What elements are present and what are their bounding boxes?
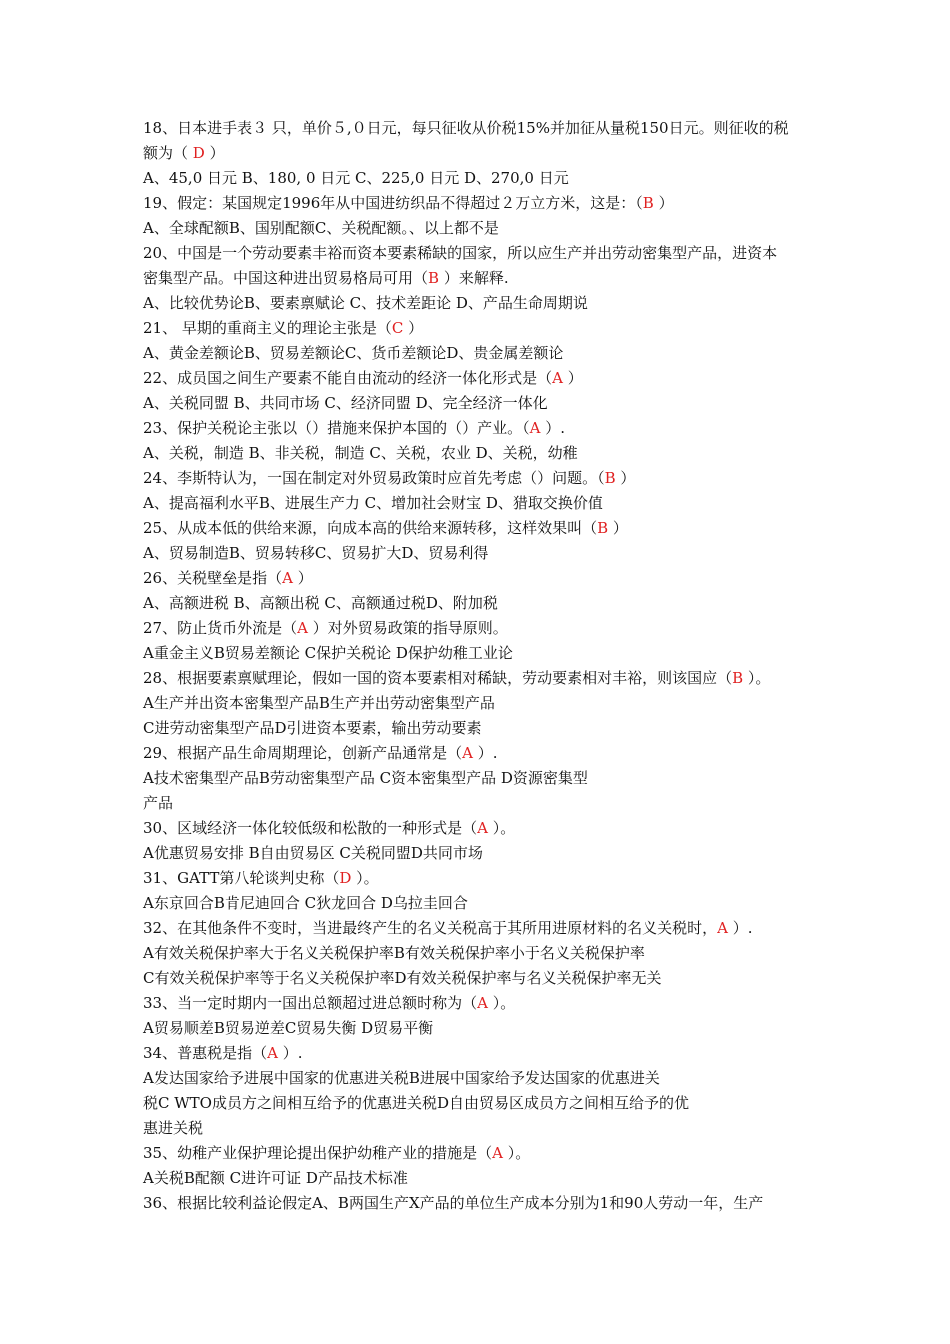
text-line [143,566,850,591]
line-text-tail: ） [403,319,424,337]
line-text: C有效关税保护率等于名义关税保护率D有效关税保护率与名义关税保护率无关 [143,969,662,987]
answer-letter: D [192,144,205,162]
text-line [143,716,850,741]
answer-letter: A [282,569,293,587]
line-text: A、黄金差额论B、贸易差额论C、货币差额论D、贵金属差额论 [143,344,564,362]
line-text: 额为（ [143,144,193,162]
answer-letter: A [529,419,541,437]
text-line [143,816,850,841]
line-text: C进劳动密集型产品D引进资本要素，输出劳动要素 [143,719,482,737]
line-text-tail: ） [653,194,674,212]
line-text: 22、成员国之间生产要素不能自由流动的经济一体化形式是（ [143,369,553,387]
line-text: 密集型产品。中国这种进出贸易格局可用（ [143,269,429,287]
text-line [143,391,850,416]
text-line [143,591,850,616]
text-line [143,266,850,291]
text-line [143,666,850,691]
line-text: 31、GATT第八轮谈判史称（ [143,869,340,887]
line-text: 29、根据产品生命周期理论，创新产品通常是（ [143,744,463,762]
text-line [143,891,850,916]
line-text-tail: ）. [540,419,565,437]
line-text: 惠进关税 [143,1119,204,1137]
answer-letter: D [339,869,352,887]
line-text: A、高额进税 B、高额出税 C、高额通过税D、附加税 [143,594,498,612]
text-line [143,116,850,141]
answer-letter: A [297,619,308,637]
answer-letter: A [477,994,488,1012]
line-text: 28、根据要素禀赋理论，假如一国的资本要素相对稀缺，劳动要素相对丰裕，则该国应（ [143,669,733,687]
text-line [143,616,850,641]
answer-letter: B [732,669,744,687]
text-line [143,241,850,266]
line-text: A、贸易制造B、贸易转移C、贸易扩大D、贸易利得 [143,544,489,562]
line-text-tail: ）。 [743,669,771,687]
line-text: A生产并出资本密集型产品B生产并出劳动密集型产品 [143,694,495,712]
line-text: 21、 早期的重商主义的理论主张是（ [143,319,392,337]
text-line [143,191,850,216]
text-line [143,1066,850,1091]
text-line [143,641,850,666]
text-line [143,916,850,941]
text-line [143,316,850,341]
line-text-tail: ）. [277,1044,303,1062]
line-text: A有效关税保护率大于名义关税保护率B有效关税保护率小于名义关税保护率 [143,944,645,962]
line-text-tail: ）。 [487,819,516,837]
line-text: A、提高福利水平B、进展生产力 C、增加社会财宝 D、猎取交换价值 [143,494,603,512]
text-line [143,341,850,366]
line-text: 23、保护关税论主张以（）措施来保护本国的（）产业。（ [143,419,530,437]
answer-letter: B [597,519,609,537]
answer-letter: B [604,469,616,487]
text-line [143,866,850,891]
line-text-tail: ）。 [502,1144,531,1162]
line-text-tail: ）。 [351,869,379,887]
text-line [143,741,850,766]
line-text: 26、关税壁垒是指（ [143,569,283,587]
line-text: 35、幼稚产业保护理论提出保护幼稚产业的措施是（ [143,1144,493,1162]
line-text: A、关税同盟 B、共同市场 C、经济同盟 D、完全经济一体化 [143,394,548,412]
text-line [143,441,850,466]
line-text: 34、普惠税是指（ [143,1044,268,1062]
line-text: A东京回合B肯尼迪回合 C狄龙回合 D乌拉圭回合 [143,894,468,912]
text-line [143,941,850,966]
line-text: 18、日本进手表３ 只，单价５,０日元，每只征收从价税15%并加征从量税150日元。则征收的税 [143,119,789,137]
text-line [143,541,850,566]
line-text: 25、从成本低的供给来源，向成本高的供给来源转移，这样效果叫（ [143,519,598,537]
text-line [143,791,850,816]
answer-letter: A [267,1044,278,1062]
line-text: A、全球配额B、国别配额C、关税配额。、以上都不是 [143,219,499,237]
text-line [143,841,850,866]
line-text: A重金主义B贸易差额论 C保护关税论 D保护幼稚工业论 [143,644,513,662]
line-text-tail: ）. [727,919,753,937]
line-text: A技术密集型产品B劳动密集型产品 C资本密集型产品 D资源密集型 [143,769,588,787]
line-text: 税C WTO成员方之间相互给予的优惠进关税D自由贸易区成员方之间相互给予的优 [143,1094,689,1112]
text-line [143,416,850,441]
text-line [143,991,850,1016]
answer-letter: B [428,269,440,287]
line-text: 36、根据比较利益论假定A、B两国生产X产品的单位生产成本分别为1和90人劳动一年，生产 [143,1194,764,1212]
answer-letter: B [642,194,654,212]
line-text: A关税B配额 C进许可证 D产品技术标准 [143,1169,408,1187]
text-line [143,141,850,166]
line-text: A、45,0 日元 B、180, 0 日元 C、225,0 日元 D、270,0 日元 [143,169,569,187]
line-text-tail: ） [615,469,636,487]
answer-letter: A [717,919,728,937]
answer-letter: C [391,319,404,337]
text-line [143,466,850,491]
text-line [143,516,850,541]
text-line [143,1191,850,1216]
line-text: A贸易顺差B贸易逆差C贸易失衡 D贸易平衡 [143,1019,434,1037]
line-text: 19、假定：某国规定1996年从中国进纺织品不得超过２万立方米，这是：（ [143,194,643,212]
line-text-tail: ）来解释. [439,269,509,287]
text-line [143,1041,850,1066]
text-line [143,1091,850,1116]
answer-letter: A [492,1144,503,1162]
line-text: A、比较优势论B、要素禀赋论 C、技术差距论 D、产品生命周期说 [143,294,588,312]
line-text-tail: ）对外贸易政策的指导原则。 [307,619,508,637]
line-text-tail: ）. [472,744,498,762]
text-line [143,1016,850,1041]
text-line [143,491,850,516]
text-line [143,966,850,991]
line-text: A、关税，制造 B、非关税，制造 C、关税，农业 D、关税，幼稚 [143,444,578,462]
text-line [143,1116,850,1141]
line-text-tail: ）。 [487,994,516,1012]
line-text: 27、防止货币外流是（ [143,619,298,637]
line-text: A优惠贸易安排 B自由贸易区 C关税同盟D共同市场 [143,844,483,862]
text-line [143,166,850,191]
answer-letter: A [462,744,473,762]
line-text-tail: ） [608,519,628,537]
line-text-tail: ） [204,144,225,162]
line-text-tail: ） [292,569,313,587]
text-line [143,766,850,791]
line-text: 24、李斯特认为，一国在制定对外贸易政策时应首先考虑（）问题。（ [143,469,605,487]
line-text: 32、在其他条件不变时，当进最终产生的名义关税高于其所用进原材料的名义关税时， [143,919,718,937]
line-text: 20、中国是一个劳动要素丰裕而资本要素稀缺的国家，所以应生产并出劳动密集型产品，进资本 [143,244,778,262]
line-text-tail: ） [562,369,583,387]
text-line [143,691,850,716]
line-text: 30、区域经济一体化较低级和松散的一种形式是（ [143,819,478,837]
line-text: 33、当一定时期内一国出总额超过进总额时称为（ [143,994,478,1012]
text-line [143,1166,850,1191]
line-text: 产品 [143,794,174,812]
text-line [143,1141,850,1166]
text-line [143,291,850,316]
text-line [143,366,850,391]
answer-letter: A [552,369,563,387]
text-line [143,216,850,241]
answer-letter: A [477,819,488,837]
line-text: A发达国家给予进展中国家的优惠进关税B进展中国家给予发达国家的优惠进关 [143,1069,660,1087]
